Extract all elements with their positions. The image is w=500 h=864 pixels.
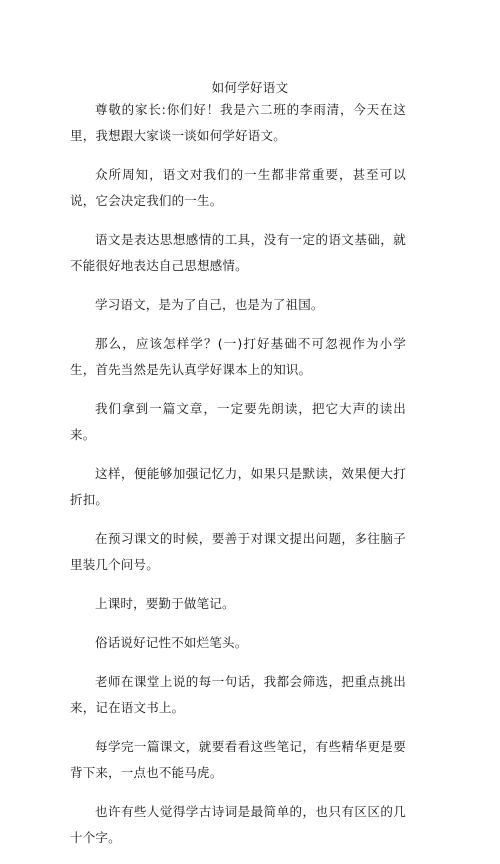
paragraph: 我们拿到一篇文章，一定要先朗读，把它大声的读出来。 — [70, 401, 406, 442]
document-body — [70, 97, 406, 864]
paragraph: 那么，应该怎样学？(一)打好基础不可忽视作为小学生，首先当然是先认真学好课本上的知识。 — [70, 336, 406, 377]
paragraph: 老师在课堂上说的每一句话，我都会筛选，把重点挑出来，记在语文书上。 — [70, 674, 406, 715]
paragraph: 俗话说好记性不如烂笔头。 — [95, 635, 248, 650]
paragraph: 众所周知，语文对我们的一生都非常重要，甚至可以说，它会决定我们的一生。 — [70, 167, 406, 208]
paragraph: 尊敬的家长:你们好！我是六二班的李雨清，今天在这里，我想跟大家谈一谈如何学好语文。 — [70, 102, 406, 143]
paragraph: 上课时，要勤于做笔记。 — [95, 596, 235, 611]
paragraph: 学习语文，是为了自己，也是为了祖国。 — [95, 297, 324, 312]
paragraph: 语文是表达思想感情的工具，没有一定的语文基础，就不能很好地表达自己思想感情。 — [70, 232, 406, 273]
paragraph: 在预习课文的时候，要善于对课文提出问题，多往脑子里装几个问号。 — [70, 531, 406, 572]
document-title: 如何学好语文 — [211, 80, 289, 95]
paragraph: 这样，便能够加强记忆力，如果只是默读，效果便大打折扣。 — [70, 466, 406, 507]
paragraph: 每学完一篇课文，就要看看这些笔记，有些精华更是要背下来，一点也不能马虎。 — [70, 739, 406, 780]
paragraph: 也许有些人觉得学古诗词是最简单的，也只有区区的几十个字。 — [70, 804, 406, 845]
